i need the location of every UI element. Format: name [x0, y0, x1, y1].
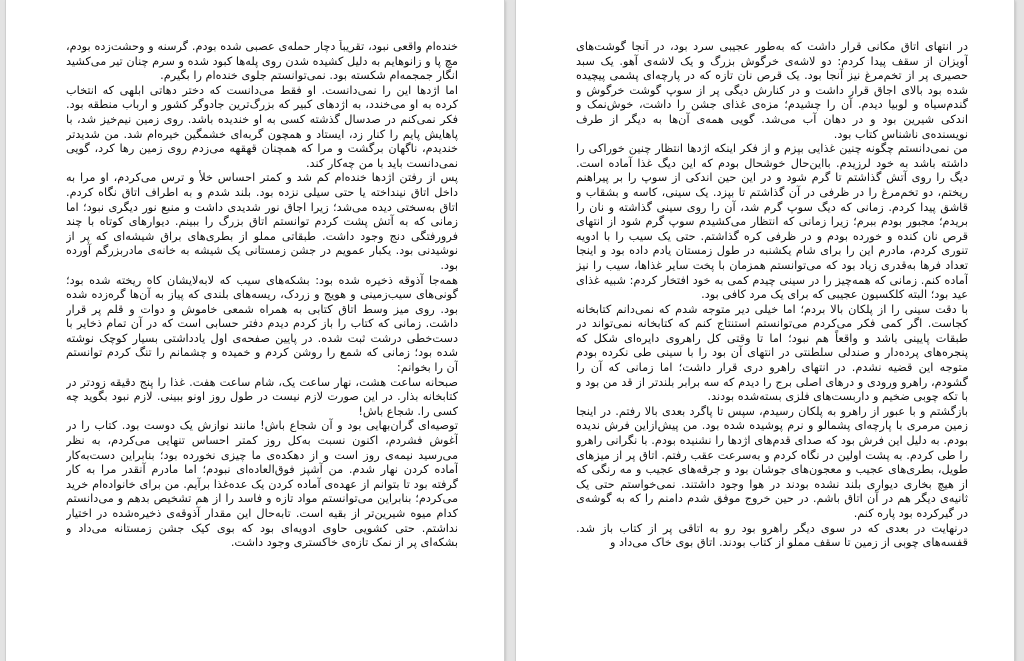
paragraph: با دقت سینی را از پلکان بالا بردم؛ اما خیلی دیر متوجه شدم که نمی‌دانم کتابخانه کجاست. اگر کمی فکر می‌کردم می‌توانستم استنتاج کنم که کتابخانه نمی‌تواند در طبقات پایینی باشد و واقعاً هم نبود؛ اما تا وقتی کل راهروی دایره‌ای شکل که پنجره‌های پرده‌دار و صندلی سلطنتی در انتهای آن بود را با سینی طی نکرده بودم متوجه این قضیه نشدم. در انتهای راهرو دری قرار داشت؛ اما زمانی که آن را گشودم، راهرو ورودی و درهای اصلی برج را دیدم که سه برابر بلندتر از قد من بود و با تکه چوبی ضخیم و داربست‌های فلزی بسته‌شده بودند. — [576, 302, 968, 404]
paragraph: بازگشتم و با عبور از راهرو به پلکان رسیدم، سپس تا پاگرد بعدی بالا رفتم. در اینجا زمین مرمری با پارچه‌ای پشمالو و نرم پوشیده شده بود. من پیش‌ازاین فرش ندیده بودم. به دلیل این فرش بود که صدای قدم‌های اژدها را نشنیده بودم. با نگرانی راهرو را طی کردم. به پشت اولین در نگاه کردم و به‌سرعت عقب رفتم. اتاق پر از میزهای طویل، بطری‌های عجیب و معجون‌های جوشان بود و جرقه‌های عجیب و مه رنگی که از هیچ بخاری دیواری بلند نشده بودند در هوا وجود داشتند. نمی‌خواستم حتی یک ثانیه‌ی دیگر هم در آن اتاق باشم. در حین خروج موفق شدم دامنم را که به گوشه‌ی در گیرکرده بود پاره کنم. — [576, 404, 968, 520]
paragraph: اما اژدها این را نمی‌دانست. او فقط می‌دانست که دختر دهاتی ابلهی که انتخاب کرده به او می‌خندد، به اژدهای کبیر که بزرگ‌ترین جادوگر کشور و ارباب منطقه بود. فکر نمی‌کنم در صدسال گذشته کسی به او خندیده باشد. روی زمین نیم‌خیز شد، با پاهایش پایم را کنار زد، ایستاد و همچون گربه‌ای خشمگین خیره‌ام شد. من شدیدتر خندیدم، ناگهان برگشت و مرا که همچنان قهقهه می‌زدم روی زمین رها کرد، گویی نمی‌دانست باید با من چه‌کار کند. — [66, 83, 458, 170]
paragraph: خنده‌ام واقعی نبود، تقریباً دچار حمله‌ی عصبی شده بودم. گرسنه و وحشت‌زده بودم، مچ پا و زانوهایم به دلیل کشیده شدن روی پله‌ها کبود شده و سرم چنان تیر می‌کشید انگار جمجمه‌ام شکسته بود. نمی‌توانستم جلوی خنده‌ام را بگیرم. — [66, 40, 458, 83]
document-page-right — [516, 0, 1014, 661]
paragraph: درنهایت در بعدی که در سوی دیگر راهرو بود رو به اتاقی پر از کتاب باز شد. قفسه‌های چوبی از زمین تا سقف مملو از کتاب بودند. اتاق بوی خاک می‌داد و — [576, 521, 968, 550]
paragraph: پس از رفتن اژدها خنده‌ام کم شد و کمتر احساس خلأ و ترس می‌کردم، او مرا به داخل اتاق نینداخته یا حتی سیلی نزده بود. بلند شدم و به اطراف اتاق نگاه کردم. اتاق به‌سختی دیده می‌شد؛ زیرا اجاق نور شدیدی داشت و منبع نور دیگری نبود؛ اما زمانی که به آتش پشت کردم توانستم اتاق بزرگ را ببینم. دیوارهای کوتاه با چند فرورفتگی دنج وجود داشت. طبقاتی مملو از بطری‌های براق شیشه‌ای که پر از نوشیدنی بود. یکبار عمویم در جشن زمستانی یک شیشه به خانه‌ی مادربزرگم آورده بود. — [66, 171, 458, 272]
paragraph: من نمی‌دانستم چگونه چنین غذایی بپزم و از فکر اینکه اژدها انتظار چنین خوراکی را داشته باشد به خود لرزیدم. بااین‌حال خوشحال بودم که این دیگ غذا آماده است. دیگ را روی آتش گذاشتم تا گرم شود و در این حین اندکی از سوپ را بر پیراهنم ریختم، دو تخم‌مرغ را در ظرفی در آن گذاشتم تا بپزد. یک سینی، کاسه و بشقاب و قاشق پیدا کردم. زمانی که دیگ سوپ گرم شد، آن را روی سینی گذاشته و نان را بریدم؛ مجبور بودم ببرم؛ زیرا زمانی که انتظار می‌کشیدم سوپ گرم شود از انتهای قرص نان کنده و خورده بودم و در ظرفی کره گذاشتم. حتی یک سیب را با ادویه تنوری کردم، مادرم این را برای شام یکشنبه در طول زمستان یادم داده بود و اینجا تعداد فرها به‌قدری زیاد بود که می‌توانستم همزمان با پخت سایر غذاها، سیب را نیز آماده کنم. زمانی که همه‌چیز را در سینی چیدم کمی به خود افتخار کردم: شبیه غذای عید بود؛ البته کلکسیون عجیبی که برای یک مرد کافی بود. — [576, 142, 968, 302]
paragraph: همه‌جا آذوقه ذخیره شده بود: بشکه‌های سیب که لابه‌لایشان کاه ریخته شده بود؛ گونی‌های سیب‌زمینی و هویج و زردک، ریسه‌های بلندی که پیاز به آن‌ها گره‌زده شده بود. روی میز وسط اتاق کتابی به همراه شمعی خاموش و دوات و قلم پر قرار داشت. زمانی که کتاب را باز کردم دیدم دفتر حسابی است که در آن تمام ذخایر با دست‌خطی درشت ثبت شده. در پایین صفحه‌ی اول یادداشتی بسیار کوچک نوشته شده بود؛ زمانی که شمع را روشن کردم و خمیده و چشمانم را تنگ کردم توانستم آن را بخوانم: — [66, 273, 458, 375]
page-text-block — [576, 40, 968, 633]
page-text-block — [66, 40, 458, 633]
paragraph: در انتهای اتاق مکانی قرار داشت که به‌طور عجیبی سرد بود، در آنجا گوشت‌های آویزان از سقف پیدا کردم: دو لاشه‌ی خرگوش بزرگ و یک لاشه‌ی آهو. یک سبد حصیری پر از تخم‌مرغ نیز آنجا بود. یک قرص نان تازه که در پارچه‌ای پشمی پیچیده شده بود بالای اجاق قرار داشت و در کنارش دیگی پر از سوپ گوشت خرگوش و گندم‌سیاه و لوبیا دیدم. آن را چشیدم؛ مزه‌ی غذای جشن را داشت، خوش‌نمک و اندکی شیرین بود و در دهان آب می‌شد. گویی همه‌ی آن‌ها به دیگر از طرف نویسنده‌ی ناشناس کتاب بود. — [576, 40, 968, 141]
paragraph: صبحانه ساعت هشت، نهار ساعت یک، شام ساعت هفت. غذا را پنج دقیقه زودتر در کتابخانه بذار. در این صورت لازم نیست در طول روز اونو ببینی. لازم نبود بگوید چه کسی را. شجاع باش! — [66, 375, 458, 418]
paragraph: توصیه‌ای گران‌بهایی بود و آن شجاع باش! مانند نوازش یک دوست بود. کتاب را در آغوش فشردم، اکنون نسبت به‌کل روز کمتر احساس تنهایی می‌کردم، به نظر می‌رسید نیمه‌ی روز است و از دهکده‌ی ما چیزی نخورده بود؛ بنابراین دست‌به‌کار آماده کردن نهار شدم. من آشپز فوق‌العاده‌ای نبودم؛ اما مادرم آنقدر مرا به کار گرفته بود تا بتوانم از عهده‌ی آماده کردن یک عده‌غذا برآیم. من برای خانواده‌ام خرید می‌کردم؛ بنابراین می‌توانستم مواد تازه و فاسد را از هم تشخیص بدهم و می‌دانستم کدام میوه شیرین‌تر از بقیه است. تابه‌حال این مقدار آذوقه‌ی ذخیره‌شده در اختیار نداشتم. حتی کشویی حاوی ادویه‌ای بود که بوی کیک جشن زمستانه می‌داد و بشکه‌ای پر از نمک تازه‌ی خاکستری وجود داشت. — [66, 419, 458, 550]
document-page-left — [6, 0, 504, 661]
